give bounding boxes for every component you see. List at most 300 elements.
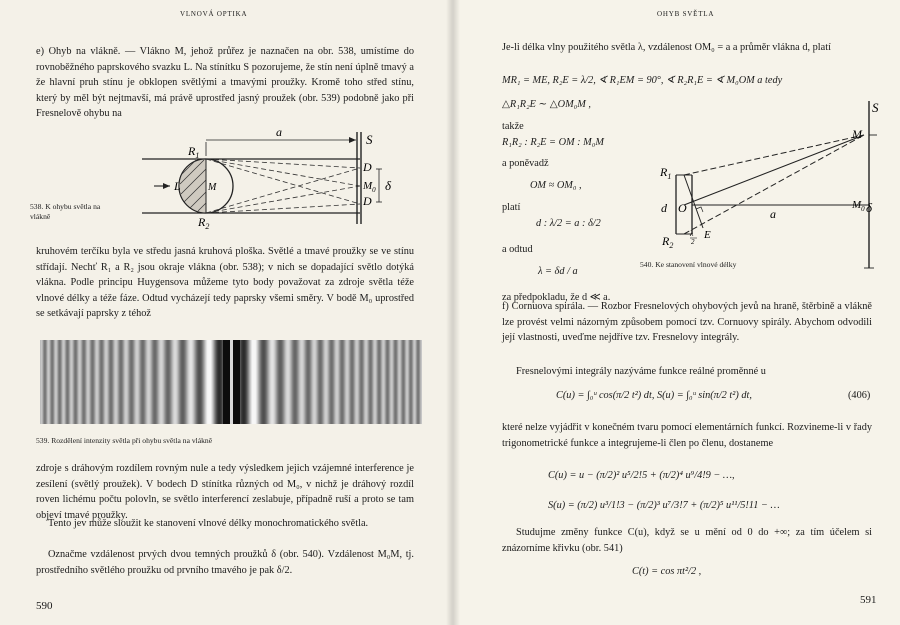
fringe-band bbox=[272, 340, 273, 424]
fringe-band bbox=[216, 340, 217, 424]
fringe-band bbox=[106, 340, 107, 424]
fringe-band bbox=[57, 340, 58, 424]
fringe-band bbox=[99, 340, 100, 424]
fringe-band bbox=[397, 340, 398, 424]
fringe-band bbox=[47, 340, 48, 424]
fringe-band bbox=[246, 340, 247, 424]
left-page-number: 590 bbox=[36, 600, 53, 612]
fringe-band bbox=[322, 340, 323, 424]
fringe-band bbox=[294, 340, 295, 424]
fringe-band bbox=[305, 340, 306, 424]
fringe-band bbox=[187, 340, 188, 424]
fringe-band bbox=[181, 340, 182, 424]
fringe-band bbox=[255, 340, 256, 424]
fringe-band bbox=[131, 340, 132, 424]
fringe-band bbox=[210, 340, 211, 424]
label-E: E bbox=[704, 229, 711, 241]
fringe-band bbox=[71, 340, 72, 424]
label-M: M bbox=[208, 182, 217, 193]
fringe-band bbox=[312, 340, 313, 424]
fringe-band bbox=[402, 340, 403, 424]
fringe-band bbox=[235, 340, 236, 424]
paragraph-cornu-spiral: f) Cornuova spirála. — Rozbor Fresnelových ohybových jevů na hraně, štěrbině a vlákně lze provést velmi názorným způsobem pomocí tzv. Cornuovy spirály. Abychom odvodili její vlastnosti, uveďme nejdříve tzv. Fresnelovy integrály. bbox=[502, 301, 872, 343]
fringe-band bbox=[192, 340, 193, 424]
fringe-band bbox=[304, 340, 305, 424]
paragraph-fresnel-integrals: Fresnelovými integrály nazýváme funkce reálné proměnné u bbox=[516, 366, 766, 377]
label-S: S bbox=[366, 132, 373, 147]
fringe-band bbox=[159, 340, 160, 424]
fringe-band bbox=[122, 340, 123, 424]
fringe-band bbox=[90, 340, 91, 424]
fringe-band bbox=[278, 340, 279, 424]
fringe-band bbox=[127, 340, 128, 424]
fringe-band bbox=[386, 340, 387, 424]
fringe-band bbox=[240, 340, 241, 424]
label-a: a bbox=[770, 207, 776, 221]
fringe-band bbox=[151, 340, 152, 424]
fringe-band bbox=[274, 340, 275, 424]
fringe-band bbox=[347, 340, 348, 424]
fringe-band bbox=[284, 340, 285, 424]
fringe-band bbox=[93, 340, 94, 424]
fringe-band bbox=[254, 340, 255, 424]
fringe-band bbox=[252, 340, 253, 424]
fringe-band bbox=[193, 340, 194, 424]
fringe-band bbox=[41, 340, 42, 424]
fringe-band bbox=[389, 340, 390, 424]
fringe-band bbox=[84, 340, 85, 424]
fringe-band bbox=[142, 340, 143, 424]
label-M: M bbox=[852, 127, 862, 141]
label-R2: $R_2$ bbox=[198, 215, 210, 231]
fringe-band bbox=[61, 340, 62, 424]
fringe-band bbox=[401, 340, 402, 424]
fringe-band bbox=[276, 340, 277, 424]
fringe-band bbox=[285, 340, 286, 424]
text-assumption: za předpokladu, že d ≪ a. bbox=[502, 292, 611, 303]
fringe-band bbox=[206, 340, 207, 424]
fringe-band bbox=[233, 340, 234, 424]
fringe-band bbox=[310, 340, 311, 424]
fringe-band bbox=[371, 340, 372, 424]
fringe-band bbox=[291, 340, 292, 424]
label-O: O bbox=[678, 201, 687, 215]
fringe-band bbox=[384, 340, 385, 424]
label-R1: $R_1$ bbox=[188, 144, 200, 160]
label-lambda-half: λ bbox=[690, 229, 694, 238]
fringe-band bbox=[380, 340, 381, 424]
fringe-band bbox=[75, 340, 76, 424]
fringe-band bbox=[400, 340, 401, 424]
fringe-band bbox=[198, 340, 199, 424]
fringe-band bbox=[269, 340, 270, 424]
equation-ratio: R₁R₂ : R₂E = OM : M₀M bbox=[502, 137, 604, 148]
fringe-band bbox=[44, 340, 45, 424]
fringe-band bbox=[190, 340, 191, 424]
fringe-band bbox=[175, 340, 176, 424]
fringe-band bbox=[415, 340, 416, 424]
figure-540-caption: 540. Ke stanovení vlnové délky bbox=[640, 260, 737, 269]
fringe-band bbox=[345, 340, 346, 424]
fringe-band bbox=[318, 340, 319, 424]
fringe-band bbox=[398, 340, 399, 424]
label-S: S bbox=[872, 100, 879, 115]
label-d: d bbox=[661, 201, 667, 215]
fringe-band bbox=[329, 340, 330, 424]
fringe-band bbox=[377, 340, 378, 424]
fringe-band bbox=[300, 340, 301, 424]
fringe-band bbox=[223, 340, 224, 424]
fringe-band bbox=[211, 340, 212, 424]
fringe-band bbox=[417, 340, 418, 424]
fringe-band bbox=[183, 340, 184, 424]
fringe-band bbox=[76, 340, 77, 424]
fringe-band bbox=[366, 340, 367, 424]
figure-540 bbox=[640, 96, 880, 276]
fringe-band bbox=[411, 340, 412, 424]
fringe-band bbox=[387, 340, 388, 424]
fringe-band bbox=[308, 340, 309, 424]
fringe-band bbox=[69, 340, 70, 424]
fringe-band bbox=[135, 340, 136, 424]
fringe-band bbox=[391, 340, 392, 424]
fringe-band bbox=[58, 340, 59, 424]
fringe-band bbox=[260, 340, 261, 424]
fringe-band bbox=[59, 340, 60, 424]
fringe-band bbox=[330, 340, 331, 424]
right-page-number: 591 bbox=[860, 594, 877, 606]
label-R1: $R_1$ bbox=[660, 165, 672, 181]
fringe-band bbox=[179, 340, 180, 424]
fringe-band bbox=[189, 340, 190, 424]
fringe-band bbox=[245, 340, 246, 424]
fringe-band bbox=[102, 340, 103, 424]
fringe-band bbox=[295, 340, 296, 424]
fringe-band bbox=[105, 340, 106, 424]
fringe-band bbox=[239, 340, 240, 424]
book-gutter bbox=[446, 0, 460, 625]
label-D-lower: D bbox=[363, 194, 372, 208]
fringe-band bbox=[148, 340, 149, 424]
fringe-band bbox=[351, 340, 352, 424]
fringe-band bbox=[185, 340, 186, 424]
fringe-band bbox=[182, 340, 183, 424]
fringe-band bbox=[172, 340, 173, 424]
fringe-band bbox=[155, 340, 156, 424]
fringe-band bbox=[91, 340, 92, 424]
fringe-band bbox=[68, 340, 69, 424]
fringe-band bbox=[40, 340, 41, 424]
fringe-band bbox=[390, 340, 391, 424]
fringe-band bbox=[157, 340, 158, 424]
fringe-band bbox=[364, 340, 365, 424]
fringe-band bbox=[320, 340, 321, 424]
fringe-band bbox=[126, 340, 127, 424]
fringe-band bbox=[74, 340, 75, 424]
fringe-band bbox=[420, 340, 421, 424]
fringe-band bbox=[73, 340, 74, 424]
fringe-band bbox=[116, 340, 117, 424]
fringe-band bbox=[144, 340, 145, 424]
fringe-band bbox=[271, 340, 272, 424]
fringe-band bbox=[46, 340, 47, 424]
fringe-band bbox=[81, 340, 82, 424]
fringe-band bbox=[188, 340, 189, 424]
fringe-band bbox=[297, 340, 298, 424]
label-delta: δ bbox=[866, 200, 873, 215]
fringe-band bbox=[302, 340, 303, 424]
fringe-band bbox=[164, 340, 165, 424]
fringe-band bbox=[100, 340, 101, 424]
fringe-band bbox=[162, 340, 163, 424]
fringe-band bbox=[315, 340, 316, 424]
fringe-band bbox=[392, 340, 393, 424]
fringe-band bbox=[375, 340, 376, 424]
fringe-band bbox=[114, 340, 115, 424]
fringe-band bbox=[242, 340, 243, 424]
fringe-band bbox=[268, 340, 269, 424]
fringe-band bbox=[178, 340, 179, 424]
fringe-band bbox=[338, 340, 339, 424]
fringe-band bbox=[331, 340, 332, 424]
fringe-band bbox=[125, 340, 126, 424]
fringe-band bbox=[101, 340, 102, 424]
fringe-band bbox=[406, 340, 407, 424]
fringe-band bbox=[266, 340, 267, 424]
fringe-band bbox=[154, 340, 155, 424]
fringe-band bbox=[98, 340, 99, 424]
fringe-band bbox=[419, 340, 420, 424]
fringe-band bbox=[267, 340, 268, 424]
fringe-band bbox=[208, 340, 209, 424]
fringe-band bbox=[132, 340, 133, 424]
fringe-band bbox=[160, 340, 161, 424]
fringe-band bbox=[237, 340, 238, 424]
fringe-band bbox=[361, 340, 362, 424]
fringe-band bbox=[55, 340, 56, 424]
fringe-band bbox=[170, 340, 171, 424]
fringe-band bbox=[174, 340, 175, 424]
fringe-band bbox=[113, 340, 114, 424]
fringe-band bbox=[407, 340, 408, 424]
fringe-band bbox=[313, 340, 314, 424]
left-running-header: VLNOVÁ OPTIKA bbox=[180, 10, 248, 18]
fringe-band bbox=[410, 340, 411, 424]
fringe-band bbox=[119, 340, 120, 424]
fringe-band bbox=[103, 340, 104, 424]
fringe-band bbox=[124, 340, 125, 424]
fringe-band bbox=[70, 340, 71, 424]
label-M0: $M_0$ bbox=[852, 199, 865, 213]
fringe-band bbox=[357, 340, 358, 424]
fringe-band bbox=[335, 340, 336, 424]
fringe-band bbox=[328, 340, 329, 424]
fringe-band bbox=[195, 340, 196, 424]
fringe-band bbox=[53, 340, 54, 424]
fringe-band bbox=[121, 340, 122, 424]
fringe-band bbox=[78, 340, 79, 424]
fringe-band bbox=[326, 340, 327, 424]
equation-number-406: (406) bbox=[848, 390, 871, 401]
word-ponevadz: a poněvadž bbox=[502, 158, 549, 169]
fringe-band bbox=[293, 340, 294, 424]
fringe-band bbox=[265, 340, 266, 424]
fringe-band bbox=[120, 340, 121, 424]
fringe-band bbox=[261, 340, 262, 424]
ray-from-O bbox=[684, 135, 864, 205]
fringe-band bbox=[191, 340, 192, 424]
fringe-band bbox=[130, 340, 131, 424]
label-M0: $M_0$ bbox=[363, 180, 376, 194]
fringe-band bbox=[107, 340, 108, 424]
fringe-band bbox=[250, 340, 251, 424]
fringe-band bbox=[88, 340, 89, 424]
fringe-band bbox=[229, 340, 230, 424]
fringe-band bbox=[336, 340, 337, 424]
fringe-band bbox=[86, 340, 87, 424]
fringe-band bbox=[45, 340, 46, 424]
fringe-band bbox=[270, 340, 271, 424]
fringe-band bbox=[197, 340, 198, 424]
fringe-band bbox=[83, 340, 84, 424]
fringe-band bbox=[408, 340, 409, 424]
fringe-band bbox=[354, 340, 355, 424]
fringe-band bbox=[231, 340, 232, 424]
fringe-band bbox=[342, 340, 343, 424]
fringe-band bbox=[109, 340, 110, 424]
fringe-band bbox=[219, 340, 220, 424]
fringe-band bbox=[51, 340, 52, 424]
fringe-band bbox=[344, 340, 345, 424]
right-running-header: OHYB SVĚTLA bbox=[657, 10, 715, 18]
fringe-band bbox=[259, 340, 260, 424]
fringe-band bbox=[369, 340, 370, 424]
fringe-band bbox=[228, 340, 229, 424]
fringe-band bbox=[112, 340, 113, 424]
fringe-band bbox=[227, 340, 228, 424]
equation-S-series: S(u) = (π/2) u³/1!3 − (π/2)³ u⁷/3!7 + (π/2)⁵ u¹¹/5!11 − … bbox=[548, 500, 780, 511]
fringe-band bbox=[96, 340, 97, 424]
fringe-band bbox=[416, 340, 417, 424]
fringe-band bbox=[306, 340, 307, 424]
fringe-band bbox=[301, 340, 302, 424]
fringe-band bbox=[298, 340, 299, 424]
fringe-band bbox=[222, 340, 223, 424]
fringe-band bbox=[161, 340, 162, 424]
fringe-band bbox=[399, 340, 400, 424]
fringe-band bbox=[299, 340, 300, 424]
fringe-band bbox=[152, 340, 153, 424]
right-page bbox=[452, 0, 900, 625]
fringe-band bbox=[230, 340, 231, 424]
fringe-band bbox=[257, 340, 258, 424]
fringe-band bbox=[225, 340, 226, 424]
fringe-band bbox=[156, 340, 157, 424]
fringe-band bbox=[143, 340, 144, 424]
equation-C-series: C(u) = u − (π/2)² u⁵/2!5 + (π/2)⁴ u⁹/4!9 − …, bbox=[548, 470, 735, 481]
fringe-band bbox=[224, 340, 225, 424]
fringe-pattern bbox=[40, 340, 422, 424]
fringe-band bbox=[339, 340, 340, 424]
fringe-band bbox=[248, 340, 249, 424]
fringe-band bbox=[303, 340, 304, 424]
fringe-band bbox=[186, 340, 187, 424]
fringe-band bbox=[251, 340, 252, 424]
fringe-band bbox=[319, 340, 320, 424]
fringe-band bbox=[358, 340, 359, 424]
fringe-band bbox=[226, 340, 227, 424]
fringe-band bbox=[262, 340, 263, 424]
fringe-band bbox=[279, 340, 280, 424]
fringe-band bbox=[64, 340, 65, 424]
fringe-band bbox=[382, 340, 383, 424]
fringe-band bbox=[176, 340, 177, 424]
fringe-band bbox=[173, 340, 174, 424]
fringe-band bbox=[79, 340, 80, 424]
fringe-band bbox=[307, 340, 308, 424]
fringe-band bbox=[123, 340, 124, 424]
fringe-band bbox=[363, 340, 364, 424]
fringe-band bbox=[341, 340, 342, 424]
fringe-band bbox=[139, 340, 140, 424]
fringe-band bbox=[115, 340, 116, 424]
fringe-band bbox=[324, 340, 325, 424]
fringe-band bbox=[184, 340, 185, 424]
fringe-band bbox=[136, 340, 137, 424]
fringe-band bbox=[133, 340, 134, 424]
fringe-band bbox=[177, 340, 178, 424]
fringe-band bbox=[72, 340, 73, 424]
fringe-band bbox=[54, 340, 55, 424]
fringe-band bbox=[349, 340, 350, 424]
fringe-band bbox=[275, 340, 276, 424]
equation-d: d : λ/2 = a : δ/2 bbox=[536, 218, 601, 229]
diffracted-rays bbox=[206, 159, 360, 213]
equation-406: C(u) = ∫₀ᵘ cos(π/2 t²) dt, S(u) = ∫₀ᵘ sin(π/2 t²) dt, bbox=[556, 390, 752, 401]
fringe-band bbox=[367, 340, 368, 424]
equation-similar-triangles: △R₁R₂E ∼ △OM₀M , bbox=[502, 99, 591, 110]
fringe-band bbox=[314, 340, 315, 424]
fringe-band bbox=[244, 340, 245, 424]
fringe-band bbox=[283, 340, 284, 424]
fringe-band bbox=[414, 340, 415, 424]
label-D-upper: D bbox=[363, 160, 372, 174]
fringe-band bbox=[236, 340, 237, 424]
fringe-band bbox=[241, 340, 242, 424]
fringe-band bbox=[409, 340, 410, 424]
fringe-band bbox=[104, 340, 105, 424]
fringe-band bbox=[234, 340, 235, 424]
word-plati: platí bbox=[502, 202, 521, 213]
fringe-band bbox=[140, 340, 141, 424]
fringe-band bbox=[243, 340, 244, 424]
fringe-band bbox=[372, 340, 373, 424]
fringe-band bbox=[43, 340, 44, 424]
fringe-band bbox=[394, 340, 395, 424]
fringe-band bbox=[370, 340, 371, 424]
label-R2: $R_2$ bbox=[662, 234, 674, 250]
fringe-band bbox=[289, 340, 290, 424]
fringe-band bbox=[316, 340, 317, 424]
paragraph-mark: Označme vzdálenost prvých dvou temných proužků δ (obr. 540). Vzdálenost M₀M, tj. prostředního světlého proužku od prvního tmavého je pak δ/2. bbox=[36, 549, 414, 576]
fringe-band bbox=[60, 340, 61, 424]
fringe-band bbox=[95, 340, 96, 424]
fringe-band bbox=[359, 340, 360, 424]
fringe-band bbox=[281, 340, 282, 424]
fringe-band bbox=[348, 340, 349, 424]
fringe-band bbox=[80, 340, 81, 424]
fringe-band bbox=[405, 340, 406, 424]
